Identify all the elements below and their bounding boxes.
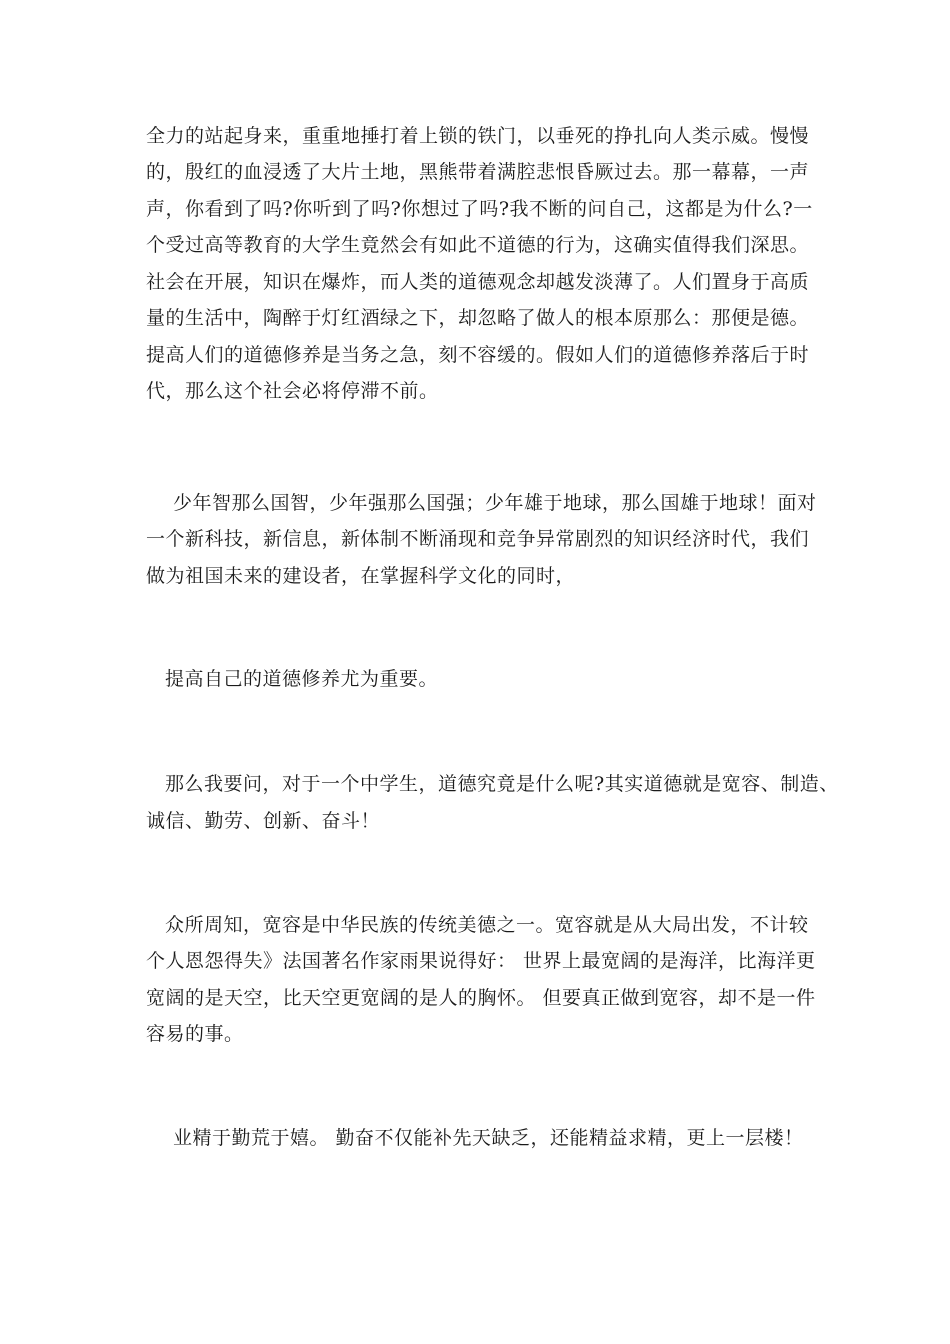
text-line: 容易的事。: [146, 1023, 244, 1045]
text-line: 一个新科技，新信息，新体制不断涌现和竞争异常剧烈的知识经济时代，我们: [146, 528, 810, 550]
text-line: 宽阔的是天空，比天空更宽阔的是人的胸怀。 但要真正做到宽容，却不是一件: [146, 987, 816, 1009]
text-line: 声，你看到了吗?你听到了吗?你想过了吗?我不断的问自己，这都是为什么?一: [146, 198, 813, 220]
text-line: 众所周知，宽容是中华民族的传统美德之一。宽容就是从大局出发，不计较: [165, 914, 809, 936]
text-line: 量的生活中，陶醉于灯红酒绿之下，却忽略了做人的根本原那么：那便是德。: [146, 307, 810, 329]
text-line: 代，那么这个社会必将停滞不前。: [146, 380, 439, 402]
text-line: 的，殷红的血浸透了大片土地，黑熊带着满腔悲恨昏厥过去。那一幕幕，一声: [146, 161, 810, 183]
text-line: 做为祖国未来的建设者，在掌握科学文化的同时，: [146, 565, 576, 587]
text-line: 个受过高等教育的大学生竟然会有如此不道德的行为，这确实值得我们深思。: [146, 234, 810, 256]
text-line: 社会在开展，知识在爆炸，而人类的道德观念却越发淡薄了。人们置身于高质: [146, 271, 810, 293]
text-line: 提高人们的道德修养是当务之急，刻不容缓的。假如人们的道德修养落后于时: [146, 344, 810, 366]
text-line: 个人恩怨得失》法国著名作家雨果说得好： 世界上最宽阔的是海洋，比海洋更: [146, 950, 816, 972]
text-line: 全力的站起身来，重重地捶打着上锁的铁门，以垂死的挣扎向人类示威。慢慢: [146, 125, 810, 147]
text-line: 诚信、勤劳、创新、奋斗！: [146, 810, 381, 832]
text-line: 业精于勤荒于嬉。 勤奋不仅能补先天缺乏，还能精益求精，更上一层楼！: [173, 1127, 804, 1149]
text-line: 提高自己的道德修养尤为重要。: [165, 668, 439, 690]
text-line: 少年智那么国智，少年强那么国强；少年雄于地球，那么国雄于地球！面对: [173, 492, 817, 514]
text-line: 那么我要问，对于一个中学生，道德究竟是什么呢?其实道德就是宽容、制造、: [165, 773, 839, 795]
